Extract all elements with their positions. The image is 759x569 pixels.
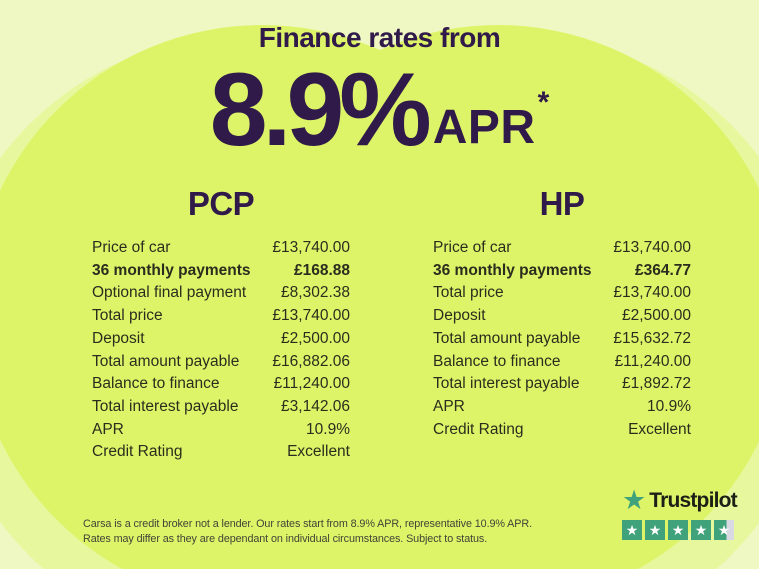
disclaimer-line-1: Carsa is a credit broker not a lender. Our rates start from 8.9% APR, representative 10.9% APR.	[83, 518, 532, 530]
table-row	[92, 237, 350, 260]
row-label: 36 monthly payments	[92, 261, 251, 279]
row-value: £3,142.06	[281, 397, 350, 415]
row-value: £8,302.38	[281, 284, 350, 302]
row-label: Deposit	[433, 307, 486, 325]
row-value: £11,240.00	[273, 375, 350, 393]
apr-asterisk: *	[537, 86, 550, 119]
trustpilot-star-icon: ★	[622, 485, 647, 515]
row-value: £16,882.06	[272, 352, 350, 370]
row-value: £15,632.72	[613, 329, 691, 347]
row-value: £13,740.00	[272, 307, 350, 325]
table-row	[92, 351, 350, 374]
banner-title: Finance rates from	[258, 22, 501, 53]
row-value: £2,500.00	[622, 307, 691, 325]
table-row	[92, 282, 350, 305]
table-row	[92, 260, 350, 283]
row-label: Credit Rating	[433, 420, 524, 438]
table-row	[433, 305, 691, 328]
table-row	[92, 396, 350, 419]
row-label: Total interest payable	[433, 375, 580, 393]
row-label: Balance to finance	[92, 375, 220, 393]
row-label: APR	[433, 397, 465, 415]
table-row	[433, 237, 691, 260]
row-label: APR	[92, 420, 124, 438]
row-value: £13,740.00	[613, 284, 691, 302]
rating-star-icon: ★	[691, 520, 711, 540]
apr-label: APR	[432, 101, 536, 154]
row-label: Deposit	[92, 329, 145, 347]
pcp-table-rows	[92, 237, 350, 464]
trustpilot-logo	[622, 487, 737, 514]
row-label: Optional final payment	[92, 284, 247, 302]
row-value: £13,740.00	[272, 239, 350, 256]
rating-star-icon: ★	[668, 520, 688, 540]
row-value: £13,740.00	[613, 239, 691, 256]
rate-value: 8.9%	[209, 52, 427, 168]
trustpilot-badge[interactable]	[622, 487, 737, 540]
row-label: Credit Rating	[92, 443, 183, 461]
hp-finance-table	[433, 185, 691, 441]
rating-star-half-icon: ★	[714, 520, 734, 540]
row-value: £1,892.72	[622, 375, 691, 393]
row-value: £168.88	[293, 261, 350, 279]
row-value: £364.77	[634, 261, 691, 279]
row-label: Total amount payable	[433, 329, 581, 347]
rating-star-icon: ★	[622, 520, 642, 540]
row-label: Price of car	[92, 239, 171, 256]
table-row	[433, 328, 691, 351]
row-label: 36 monthly payments	[433, 261, 592, 279]
row-label: Total interest payable	[92, 397, 239, 415]
table-row	[92, 328, 350, 351]
row-value: Excellent	[628, 420, 691, 438]
row-value: Excellent	[287, 443, 350, 461]
trustpilot-rating-stars	[622, 520, 737, 540]
row-label: Price of car	[433, 239, 512, 256]
pcp-finance-table	[92, 185, 350, 464]
table-row	[433, 396, 691, 419]
row-label: Total price	[433, 284, 504, 302]
trustpilot-brand-name: Trustpilot	[649, 488, 737, 512]
disclaimer-line-2: Rates may differ as they are dependant on individual circumstances. Subject to status.	[83, 532, 488, 545]
headline-rate	[0, 52, 759, 168]
row-label: Balance to finance	[433, 352, 561, 370]
row-label: Total price	[92, 307, 163, 325]
rating-star-icon: ★	[645, 520, 665, 540]
row-value: 10.9%	[647, 397, 691, 415]
table-row	[433, 351, 691, 374]
row-value: 10.9%	[306, 420, 350, 438]
row-value: £2,500.00	[281, 329, 350, 347]
table-row	[92, 419, 350, 442]
pcp-table-title: PCP	[187, 185, 255, 222]
row-label: Total amount payable	[92, 352, 240, 370]
table-row	[92, 373, 350, 396]
row-value: £11,240.00	[614, 352, 691, 370]
table-row	[433, 282, 691, 305]
table-row	[433, 373, 691, 396]
table-row	[433, 419, 691, 442]
disclaimer-text	[83, 517, 532, 546]
hp-table-title: HP	[539, 185, 585, 222]
table-row	[433, 260, 691, 283]
hp-table-rows	[433, 237, 691, 441]
table-row	[92, 441, 350, 464]
table-row	[92, 305, 350, 328]
